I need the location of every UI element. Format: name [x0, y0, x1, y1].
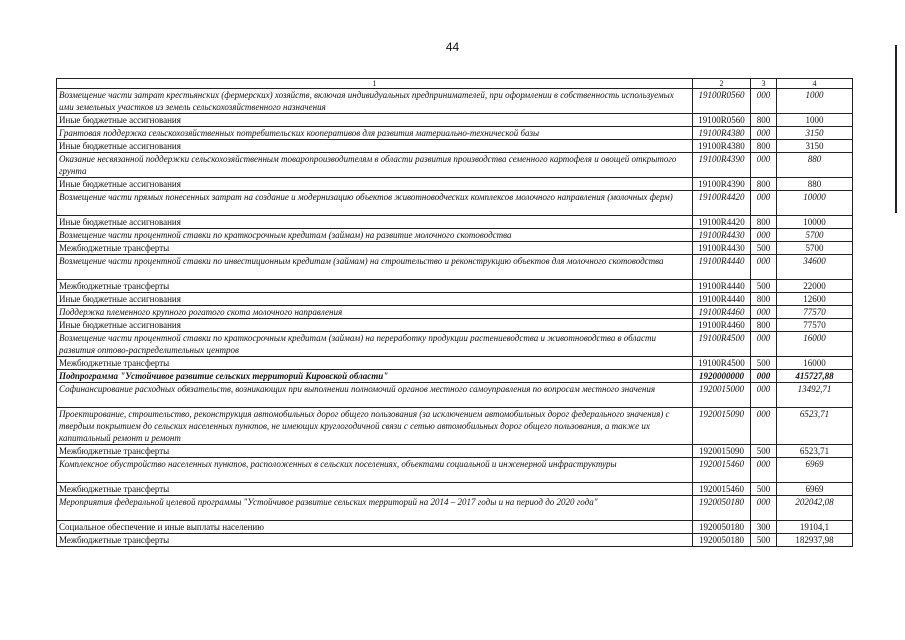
row-amount: 6969	[777, 458, 853, 483]
table-row	[57, 280, 853, 293]
budget-table	[56, 78, 853, 547]
table-row	[57, 445, 853, 458]
row-code: 19100R4440	[693, 255, 751, 280]
row-code: 1920015460	[693, 483, 751, 496]
table-row	[57, 216, 853, 229]
table-row	[57, 306, 853, 319]
table-row	[57, 319, 853, 332]
row-amount: 3150	[777, 127, 853, 140]
page-number: 44	[445, 40, 460, 54]
table-row	[57, 483, 853, 496]
row-name: Возмещение части процентной ставки по краткосрочным кредитам (займам) на развитие молочного скотоводства	[57, 229, 693, 242]
row-amount: 22000	[777, 280, 853, 293]
row-name: Иные бюджетные ассигнования	[57, 114, 693, 127]
row-name: Софинансирование расходных обязательств, возникающих при выполнении полномочий органов местного самоуправления по вопросам местного значения	[57, 383, 693, 408]
row-code: 1920015460	[693, 458, 751, 483]
table-row	[57, 89, 853, 114]
row-amount: 880	[777, 153, 853, 178]
row-amount: 5700	[777, 242, 853, 255]
row-name: Межбюджетные трансферты	[57, 280, 693, 293]
table-row	[57, 458, 853, 483]
row-code: 19100R4420	[693, 191, 751, 216]
row-code: 19100R0560	[693, 114, 751, 127]
header-col-1: 1	[57, 79, 693, 89]
row-name: Возмещение части процентной ставки по краткосрочным кредитам (займам) на переработку продукции растениеводства и животноводства в области развития оптово-распределительных центров	[57, 332, 693, 357]
row-code: 19100R4380	[693, 127, 751, 140]
header-col-3: 3	[751, 79, 777, 89]
row-amount: 13492,71	[777, 383, 853, 408]
row-expense-type: 500	[751, 534, 777, 547]
row-code: 1920000000	[693, 370, 751, 383]
row-amount: 880	[777, 178, 853, 191]
header-col-2: 2	[693, 79, 751, 89]
table-row	[57, 357, 853, 370]
row-expense-type: 000	[751, 383, 777, 408]
row-expense-type: 500	[751, 483, 777, 496]
row-expense-type: 000	[751, 306, 777, 319]
row-expense-type: 000	[751, 458, 777, 483]
row-code: 19100R4380	[693, 140, 751, 153]
table-row	[57, 191, 853, 216]
row-code: 19100R4430	[693, 242, 751, 255]
row-expense-type: 800	[751, 140, 777, 153]
row-code: 1920015090	[693, 445, 751, 458]
row-code: 19100R4420	[693, 216, 751, 229]
row-name: Межбюджетные трансферты	[57, 534, 693, 547]
row-amount: 202042,08	[777, 496, 853, 521]
row-expense-type: 800	[751, 216, 777, 229]
row-expense-type: 000	[751, 370, 777, 383]
row-amount: 6523,71	[777, 408, 853, 445]
row-code: 19100R4500	[693, 357, 751, 370]
row-name: Межбюджетные трансферты	[57, 242, 693, 255]
row-expense-type: 500	[751, 280, 777, 293]
table-row	[57, 332, 853, 357]
row-expense-type: 500	[751, 242, 777, 255]
table-row	[57, 383, 853, 408]
row-code: 1920015090	[693, 408, 751, 445]
row-expense-type: 000	[751, 191, 777, 216]
row-expense-type: 800	[751, 114, 777, 127]
table-row	[57, 140, 853, 153]
row-expense-type: 800	[751, 293, 777, 306]
row-code: 19100R4460	[693, 306, 751, 319]
row-expense-type: 300	[751, 521, 777, 534]
row-expense-type: 500	[751, 445, 777, 458]
row-expense-type: 000	[751, 89, 777, 114]
row-amount: 3150	[777, 140, 853, 153]
row-name: Возмещение части затрат крестьянских (фермерских) хозяйств, включая индивидуальных предпринимателей, при оформлении в собственность используемых ими земельных участков из земель сельскохозяйственного назначения	[57, 89, 693, 114]
margin-bar	[895, 45, 897, 213]
table-row	[57, 178, 853, 191]
row-code: 1920050180	[693, 521, 751, 534]
row-name: Иные бюджетные ассигнования	[57, 293, 693, 306]
row-name: Возмещение части процентной ставки по инвестиционным кредитам (займам) на строительство и реконструкцию объектов для молочного скотоводства	[57, 255, 693, 280]
row-expense-type: 000	[751, 229, 777, 242]
row-code: 1920050180	[693, 534, 751, 547]
row-code: 19100R4390	[693, 178, 751, 191]
row-code: 19100R4440	[693, 280, 751, 293]
row-amount: 19104,1	[777, 521, 853, 534]
table-row	[57, 521, 853, 534]
table-row	[57, 153, 853, 178]
table-row	[57, 534, 853, 547]
table-row	[57, 114, 853, 127]
row-amount: 16000	[777, 332, 853, 357]
table-row	[57, 370, 853, 383]
row-expense-type: 800	[751, 319, 777, 332]
row-amount: 10000	[777, 191, 853, 216]
row-name: Иные бюджетные ассигнования	[57, 216, 693, 229]
row-name: Оказание несвязанной поддержки сельскохозяйственным товаропроизводителям в области развития производства семенного картофеля и овощей открытого грунта	[57, 153, 693, 178]
row-expense-type: 500	[751, 357, 777, 370]
table-row	[57, 229, 853, 242]
row-name: Иные бюджетные ассигнования	[57, 178, 693, 191]
row-amount: 1000	[777, 114, 853, 127]
row-code: 19100R4500	[693, 332, 751, 357]
row-amount: 5700	[777, 229, 853, 242]
row-amount: 77570	[777, 319, 853, 332]
table-row	[57, 408, 853, 445]
row-expense-type: 000	[751, 496, 777, 521]
row-name: Социальное обеспечение и иные выплаты населению	[57, 521, 693, 534]
row-amount: 12600	[777, 293, 853, 306]
table-row	[57, 496, 853, 521]
row-code: 1920050180	[693, 496, 751, 521]
row-amount: 10000	[777, 216, 853, 229]
row-code: 19100R0560	[693, 89, 751, 114]
row-name: Комплексное обустройство населенных пунктов, расположенных в сельских поселениях, объектами социальной и инженерной инфраструктуры	[57, 458, 693, 483]
row-expense-type: 000	[751, 332, 777, 357]
row-amount: 182937,98	[777, 534, 853, 547]
row-name: Проектирование, строительство, реконструкция автомобильных дорог общего пользования (за исключением автомобильных дорог федерального значения) с твердым покрытием до сельских населенных пунктов, не имеющих круглогодичной связи с сетью автомобильных дорог общего пользования, а также их капитальный ремонт и ремонт	[57, 408, 693, 445]
row-name: Иные бюджетные ассигнования	[57, 140, 693, 153]
table-row	[57, 293, 853, 306]
row-expense-type: 000	[751, 153, 777, 178]
row-name: Мероприятия федеральной целевой программы "Устойчивое развитие сельских территорий на 2014 – 2017 годы и на период до 2020 года"	[57, 496, 693, 521]
row-amount: 1000	[777, 89, 853, 114]
row-name: Грантовая поддержка сельскохозяйственных потребительских кооперативов для развития материально-технической базы	[57, 127, 693, 140]
row-expense-type: 000	[751, 127, 777, 140]
row-code: 19100R4390	[693, 153, 751, 178]
row-amount: 6523,71	[777, 445, 853, 458]
row-name: Межбюджетные трансферты	[57, 483, 693, 496]
row-name: Поддержка племенного крупного рогатого скота молочного направления	[57, 306, 693, 319]
table-row	[57, 255, 853, 280]
row-expense-type: 800	[751, 178, 777, 191]
row-expense-type: 000	[751, 408, 777, 445]
row-amount: 16000	[777, 357, 853, 370]
row-name: Возмещение части прямых понесенных затрат на создание и модернизацию объектов животноводческих комплексов молочного направления (молочных ферм)	[57, 191, 693, 216]
row-amount: 6969	[777, 483, 853, 496]
row-name: Иные бюджетные ассигнования	[57, 319, 693, 332]
table-row	[57, 242, 853, 255]
row-code: 19100R4460	[693, 319, 751, 332]
row-amount: 415727,88	[777, 370, 853, 383]
table-header-row	[57, 79, 853, 89]
row-name: Межбюджетные трансферты	[57, 357, 693, 370]
table-row	[57, 127, 853, 140]
row-amount: 34600	[777, 255, 853, 280]
row-code: 19100R4430	[693, 229, 751, 242]
row-name: Межбюджетные трансферты	[57, 445, 693, 458]
row-name: Подпрограмма "Устойчивое развитие сельских территорий Кировской области"	[57, 370, 693, 383]
row-code: 1920015000	[693, 383, 751, 408]
header-col-4: 4	[777, 79, 853, 89]
row-amount: 77570	[777, 306, 853, 319]
row-expense-type: 000	[751, 255, 777, 280]
row-code: 19100R4440	[693, 293, 751, 306]
